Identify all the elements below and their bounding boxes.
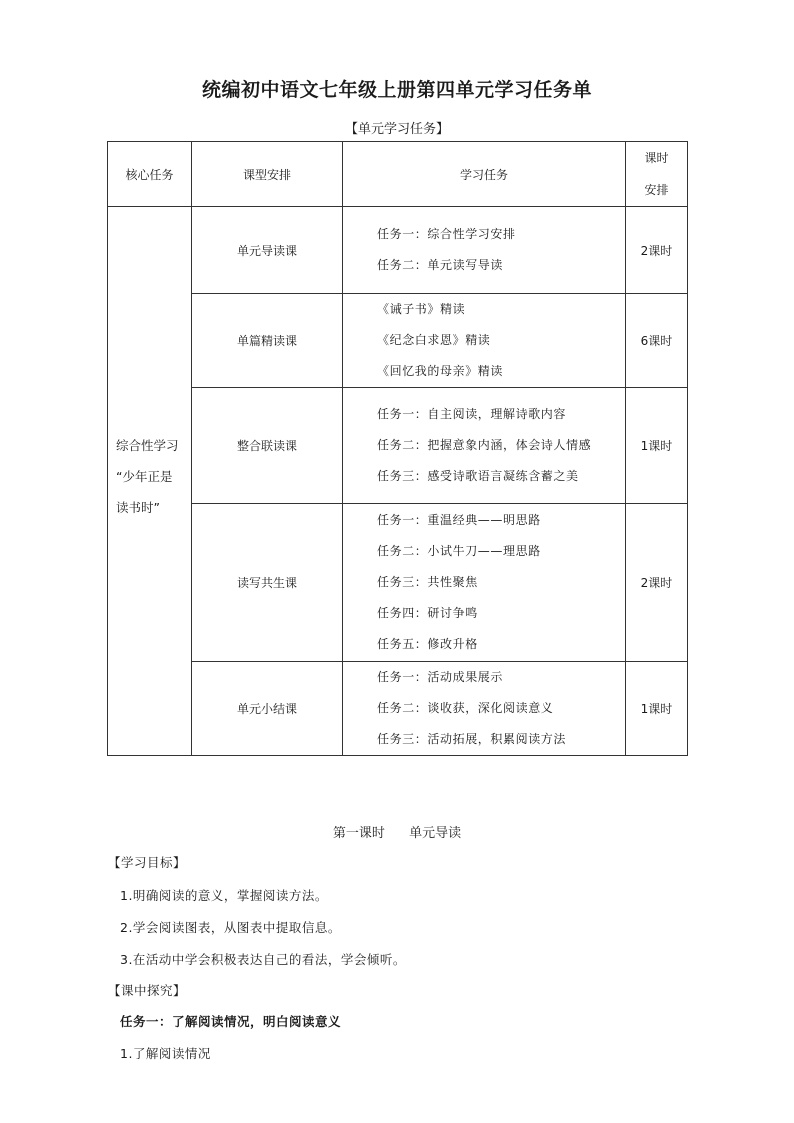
goal-item: 3.在活动中学会积极表达自己的看法，学会倾听。	[120, 952, 406, 967]
hours-cell: 2课时	[626, 207, 688, 294]
task-item: 任务四：研讨争鸣	[377, 606, 478, 620]
task-list-cell	[343, 662, 626, 756]
table-row	[108, 662, 688, 756]
header-hours-line2: 安排	[644, 183, 669, 197]
table-row	[108, 207, 688, 294]
task-list-cell	[343, 294, 626, 388]
header-hours	[626, 142, 688, 207]
task-item: 任务二：把握意象内涵，体会诗人情感	[377, 438, 592, 452]
header-hours-line1: 课时	[644, 151, 669, 165]
task-item: 任务一：自主阅读，理解诗歌内容	[377, 407, 567, 421]
hours-cell: 1课时	[626, 388, 688, 504]
core-task-line: 综合性学习	[116, 437, 179, 453]
task-item: 任务二：单元读写导读	[377, 258, 504, 272]
lesson-name: 单元导读	[409, 826, 462, 841]
header-core-task: 核心任务	[108, 142, 192, 207]
table-header-row	[108, 142, 688, 207]
header-learning-task: 学习任务	[343, 142, 626, 207]
table-row	[108, 294, 688, 388]
task-item: 《纪念白求恩》精读	[377, 333, 491, 347]
unit-task-table	[107, 141, 688, 756]
explore-heading: 【课中探究】	[108, 983, 187, 998]
task-item: 任务三：感受诗歌语言凝练含蓄之美	[377, 469, 579, 483]
core-task-cell	[108, 207, 192, 756]
task-item: 任务一：活动成果展示	[377, 670, 504, 684]
document-title: 统编初中语文七年级上册第四单元学习任务单	[201, 79, 592, 101]
lesson-type-cell: 单篇精读课	[192, 294, 343, 388]
task-item: 任务一：重温经典——明思路	[377, 513, 541, 527]
task-list-cell	[343, 504, 626, 662]
task-item: 任务三：共性聚焦	[377, 575, 478, 589]
task-item: 《诫子书》精读	[377, 302, 466, 316]
table-row	[108, 504, 688, 662]
task-item: 《回忆我的母亲》精读	[377, 364, 504, 378]
lesson-type-cell: 读写共生课	[192, 504, 343, 662]
task-one-heading: 任务一：了解阅读情况，明白阅读意义	[120, 1014, 342, 1029]
step-item: 1.了解阅读情况	[120, 1046, 211, 1061]
task-item: 任务二：谈收获，深化阅读意义	[377, 701, 554, 715]
lesson-session: 第一课时	[332, 826, 385, 841]
hours-cell: 2课时	[626, 504, 688, 662]
lesson-type-cell: 单元小结课	[192, 662, 343, 756]
goal-item: 1.明确阅读的意义，掌握阅读方法。	[120, 888, 328, 903]
lesson-title	[0, 822, 794, 841]
task-item: 任务三：活动拓展，积累阅读方法	[377, 732, 567, 746]
task-item: 任务一：综合性学习安排	[377, 227, 516, 241]
hours-cell: 1课时	[626, 662, 688, 756]
goals-heading: 【学习目标】	[108, 855, 187, 870]
core-task-line: “少年正是	[116, 468, 173, 484]
table-row	[108, 388, 688, 504]
table-caption: 【单元学习任务】	[344, 122, 449, 137]
task-item: 任务二：小试牛刀——理思路	[377, 544, 541, 558]
hours-cell: 6课时	[626, 294, 688, 388]
task-list-cell	[343, 388, 626, 504]
task-list-cell	[343, 207, 626, 294]
task-item: 任务五：修改升格	[377, 637, 478, 651]
lesson-type-cell: 整合联读课	[192, 388, 343, 504]
goal-item: 2.学会阅读图表，从图表中提取信息。	[120, 920, 341, 935]
lesson-type-cell: 单元导读课	[192, 207, 343, 294]
core-task-line: 读书时”	[116, 499, 160, 515]
header-lesson-type: 课型安排	[192, 142, 343, 207]
